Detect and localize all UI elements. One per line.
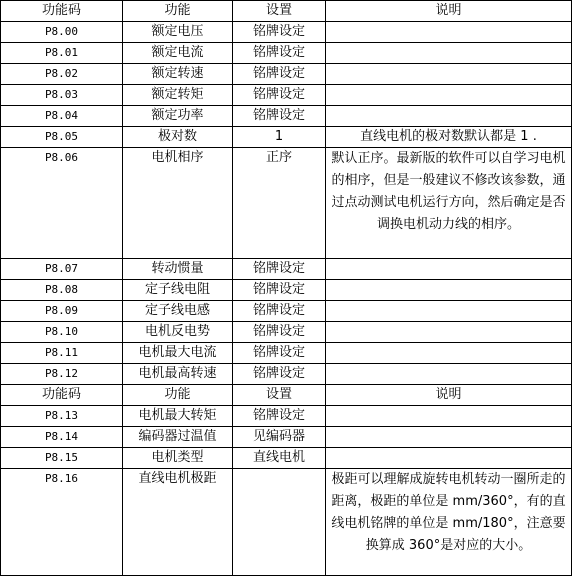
param-setting: 铭牌设定	[233, 280, 326, 301]
header-row	[1, 1, 572, 22]
param-description	[326, 364, 572, 385]
param-description	[326, 280, 572, 301]
param-function: 电机最大转矩	[123, 406, 233, 427]
param-function: 电机最高转速	[123, 364, 233, 385]
param-description	[326, 406, 572, 427]
param-setting: 铭牌设定	[233, 43, 326, 64]
table-row	[1, 280, 572, 301]
col-header-code: 功能码	[1, 385, 123, 406]
col-header-function: 功能	[123, 385, 233, 406]
param-setting: 直线电机	[233, 448, 326, 469]
param-code: P8.16	[1, 469, 123, 576]
param-description	[326, 448, 572, 469]
table-row	[1, 22, 572, 43]
param-code: P8.03	[1, 85, 123, 106]
param-setting: 1	[233, 127, 326, 148]
param-function: 额定电流	[123, 43, 233, 64]
table-row	[1, 343, 572, 364]
col-header-setting: 设置	[233, 385, 326, 406]
param-description	[326, 64, 572, 85]
param-code: P8.01	[1, 43, 123, 64]
param-function: 额定功率	[123, 106, 233, 127]
param-description	[326, 259, 572, 280]
param-description	[326, 322, 572, 343]
param-function: 电机反电势	[123, 322, 233, 343]
table-row	[1, 469, 572, 576]
param-description	[326, 85, 572, 106]
param-function: 编码器过温值	[123, 427, 233, 448]
param-code: P8.10	[1, 322, 123, 343]
col-header-description: 说明	[326, 1, 572, 22]
param-setting	[233, 469, 326, 576]
param-function: 电机最大电流	[123, 343, 233, 364]
param-setting: 铭牌设定	[233, 64, 326, 85]
param-description	[326, 43, 572, 64]
param-description	[326, 22, 572, 43]
param-description	[326, 301, 572, 322]
param-function: 电机类型	[123, 448, 233, 469]
param-description	[326, 343, 572, 364]
param-function: 转动惯量	[123, 259, 233, 280]
param-description: 默认正序。最新版的软件可以自学习电机的相序，但是一般建议不修改该参数，通过点动测试电机运行方向，然后确定是否调换电机动力线的相序。	[326, 148, 572, 259]
param-function: 电机相序	[123, 148, 233, 259]
param-setting: 见编码器	[233, 427, 326, 448]
table-row	[1, 127, 572, 148]
table-row	[1, 322, 572, 343]
param-code: P8.13	[1, 406, 123, 427]
table-row	[1, 427, 572, 448]
param-function: 极对数	[123, 127, 233, 148]
param-function: 额定电压	[123, 22, 233, 43]
param-code: P8.11	[1, 343, 123, 364]
param-setting: 铭牌设定	[233, 85, 326, 106]
param-description	[326, 427, 572, 448]
param-code: P8.02	[1, 64, 123, 85]
param-code: P8.07	[1, 259, 123, 280]
col-header-function: 功能	[123, 1, 233, 22]
table-row	[1, 406, 572, 427]
param-setting: 铭牌设定	[233, 364, 326, 385]
table-row	[1, 259, 572, 280]
param-function: 定子线电阻	[123, 280, 233, 301]
table-row	[1, 148, 572, 259]
table-row	[1, 43, 572, 64]
table-row	[1, 64, 572, 85]
table-row	[1, 85, 572, 106]
table-row	[1, 106, 572, 127]
param-setting: 铭牌设定	[233, 343, 326, 364]
param-function: 定子线电感	[123, 301, 233, 322]
table-row	[1, 301, 572, 322]
param-setting: 铭牌设定	[233, 259, 326, 280]
param-code: P8.05	[1, 127, 123, 148]
param-code: P8.06	[1, 148, 123, 259]
param-setting: 铭牌设定	[233, 106, 326, 127]
param-description: 直线电机的极对数默认都是 1 .	[326, 127, 572, 148]
param-setting: 铭牌设定	[233, 406, 326, 427]
col-header-code: 功能码	[1, 1, 123, 22]
param-setting: 铭牌设定	[233, 322, 326, 343]
table-row	[1, 448, 572, 469]
param-code: P8.12	[1, 364, 123, 385]
col-header-description: 说明	[326, 385, 572, 406]
param-description	[326, 106, 572, 127]
param-code: P8.09	[1, 301, 123, 322]
header-row-repeat	[1, 385, 572, 406]
param-code: P8.04	[1, 106, 123, 127]
param-setting: 铭牌设定	[233, 301, 326, 322]
param-code: P8.14	[1, 427, 123, 448]
param-code: P8.15	[1, 448, 123, 469]
param-description: 极距可以理解成旋转电机转动一圈所走的距离，极距的单位是 mm/360°，有的直线电机铭牌的单位是 mm/180°，注意要换算成 360°是对应的大小。	[326, 469, 572, 576]
param-code: P8.08	[1, 280, 123, 301]
table-row	[1, 364, 572, 385]
param-setting: 铭牌设定	[233, 22, 326, 43]
param-function: 额定转速	[123, 64, 233, 85]
param-code: P8.00	[1, 22, 123, 43]
param-setting: 正序	[233, 148, 326, 259]
col-header-setting: 设置	[233, 1, 326, 22]
param-function: 额定转矩	[123, 85, 233, 106]
param-function: 直线电机极距	[123, 469, 233, 576]
